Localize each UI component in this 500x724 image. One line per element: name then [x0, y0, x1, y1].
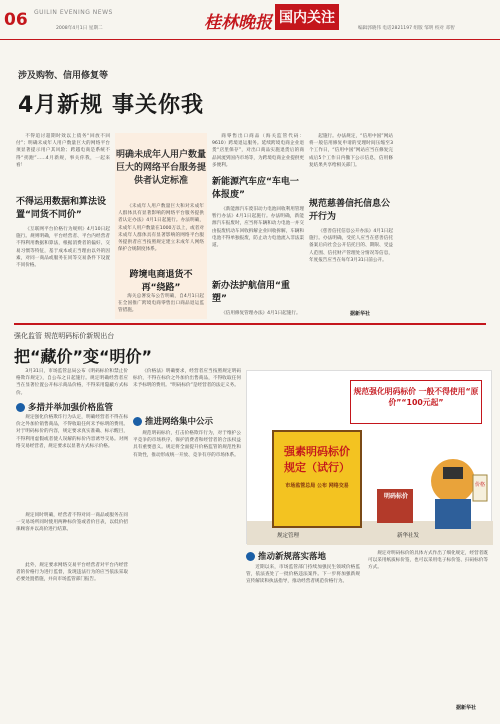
story2-col2-body: 《价格法》明确要求，经营者应当按照规定明码标价，不得在标价之外加价出售商品，不得收取任何未予标明的费用。“明码标价”是经营者的法定义务。 [133, 369, 241, 389]
illustration-sign: 规范强化明码标价 一般不得使用“原价”“100元起” [350, 380, 482, 424]
story1-col2-body2: 海关总署发布公告明确，自4月1日起在全国推广跨境电商零售出口商品退运监管措施。 [118, 294, 204, 314]
story2-col3-body: 近期以来，市场监管部门持续加强民生领域价格监管，依法查处了一批价格违法案件。下一步将加强新规宣传解读和执法指导，推动经营者规范价格行为。 [246, 565, 360, 585]
story1-col3-body: 商零售出口商品（海关监管代码：9610）跨境退运服务。延续跨境电商企业退货“店里保存”，对出口商品实施退货后的商品回流到国内市场等，为跨境电商企业提供更多便利。 [212, 134, 304, 168]
story1-col3-body3: 《信用修复管理办法》4月1日起施行。 [221, 311, 301, 316]
story1-subhead-2: 明确未成年人用户数量巨大的网络平台服务提供者认定标准 [115, 150, 206, 186]
story2-subhead-1: 多措并举加强价格监管 [16, 401, 113, 413]
newspaper-logo: 桂林晚报 [204, 13, 272, 33]
story1-subhead-3: 跨境电商退货不再“绕路” [129, 270, 193, 293]
story2-kicker: 强化监管 规范明码标价新规出台 [14, 332, 115, 340]
story2-subhead-2: 推进网络集中公示 [133, 415, 213, 427]
editor-line: 编辑郭晓伟 电话2821197 组版 邹明 校对 邓智 [358, 26, 455, 31]
bullet-dot-icon [16, 403, 25, 412]
billboard-text: 强素明码标价规定（试行） [284, 445, 350, 474]
story1-col4-body: 起施行。办法规定，“信用中国”网站将一般信用修复申请的受理时间压缩至3个工作日，“信用中国”网站应当在修复完成后5个工作日内撤下公示信息，信用修复结果共享给相关部门。 [309, 134, 393, 168]
issue-date: 2008年4月1日 星期二 [56, 26, 103, 31]
paper-name: GUILIN EVENING NEWS [34, 9, 113, 16]
story2-subhead-3: 推动新规落实落地 [246, 550, 326, 562]
story2-headline: 把“藏价”变“明价” [14, 347, 153, 366]
story2-lead: 3月31日，市场监管总局公布《明码标价和禁止价格欺诈规定》，自公布之日起施行。规定明确经营者应当在显著位置公开标示商品价格，不得采用隐蔽方式标价。 [16, 369, 128, 396]
section-divider [14, 323, 486, 325]
story2-col2-body2: 规范明码标价，打击价格欺诈行为，对于维护公平竞争的市场秩序、保护消费者和经营者的合法权益具有重要意义。规定将全面提升价格监管的规范性和有效性，推动形成统一开放、竞争有序的市场体系。 [133, 431, 241, 458]
story1-col2-body: 《未成年人用户数量巨大和对未成年人群体具有显著影响的网络平台服务提供者认定办法》4月1日起施行。办法明确，未成年人用户数量在1000万以上，或者对未成年人群体具有显著影响的网络平台服务提供者应当按照规定建立未成年人网络保护合规制度体系。 [118, 204, 204, 253]
story1-col4-body2: 《慈善信托信息公开办法》4月1日起施行。办法明确，受托人应当在慈善信托备案后向社会公开信托目的、期限、受益人范围、信托财产管理处分情况等信息，年度报告应当在每年3月31日前公开。 [309, 229, 393, 263]
story2-author: 据新华社 [456, 705, 477, 711]
caption-right: 新华社发 [397, 533, 420, 539]
price-tag-label: 价格 [474, 482, 485, 488]
story2-body-1: 规定强化价格欺诈行为认定，明确经营者不得在标价之外加价销售商品，不得收取任何未予标明的费用。对于明码标价的内容，规定要求真实准确、标示醒目，不得利用虚假或者使人误解的标价内容诱导交易。对网络交易经营者，规定要求以显著方式标示价格。 [16, 415, 128, 449]
bullet-dot-icon [133, 417, 142, 426]
story2-body-3: 此外，规定要求网络交易平台经营者对平台内经营者的价格行为进行监督，发现违法行为的应当依法采取必要处置措施，并向市场监管部门报告。 [16, 563, 128, 583]
story1-author: 据新华社 [350, 311, 371, 317]
billboard-foot: 市场监管总局 公布 网络交易 [285, 483, 349, 489]
story1-subhead-6: 规范慈善信托信息公开行为 [309, 199, 391, 222]
story1-headline: 4月新规 事关你我 [18, 93, 204, 118]
story1-col1-body: 《互联网平台价格行为规则》4月10日起施行。规则明确，平台经营者、平台内经营者不得利用数据和算法，根据消费者的偏好、交易习惯等特征，基于成本或正当理由以外的因素，对同一商品或服务在同等交易条件下设置不同价格。 [16, 227, 110, 269]
story1-subhead-1: 不得运用数据和算法设置“同货不同价” [16, 197, 107, 220]
page-header [0, 0, 500, 40]
story1-kicker: 涉及购物、信用修复等 [18, 71, 109, 81]
bullet-dot-icon [246, 552, 255, 561]
story1-col3-body2: 《新能源汽车废旧动力电池回收利用管理暂行办法》4月1日起施行。办法明确，新能源汽车报废时，应当将车辆和动力电池一并交由报废机动车回收拆解企业回收拆解，车辆和电池不得单独报废，防止动力电池流入非法渠道。 [212, 207, 304, 249]
section-title: 国内关注 [275, 4, 339, 30]
page-number: 06 [4, 10, 28, 30]
story1-lead: 不得追讨超期时效以上债务“回放不回付”；明确未成年人用户数量巨大的网络平台须显著提示用户其风险；跨越电商是系统不得“拐跑”……4月新规，事关你我，一起来看！ [16, 134, 110, 168]
story1-col2-highlight [115, 133, 207, 319]
box-label: 明码标价 [383, 493, 408, 500]
story1-subhead-5: 新办法护航信用“重塑” [212, 281, 290, 304]
caption-left: 规定管理 [277, 533, 300, 539]
illustration-billboard [272, 430, 362, 528]
story1-subhead-4: 新能源汽车应“车电一体报废” [212, 177, 299, 200]
story2-body-2: 规定同时明确，经营者不得对同一商品或服务在同一交易场所同时使用两种标价签或者价目表，以低价招徕顾客并以高价进行结算。 [16, 513, 128, 533]
story2-col4-body: 规定对明码标价的具体方式作出了细化规定，经营者既可以采用纸质标价签，也可以采用电子标价签、扫码标价等方式。 [368, 551, 488, 571]
